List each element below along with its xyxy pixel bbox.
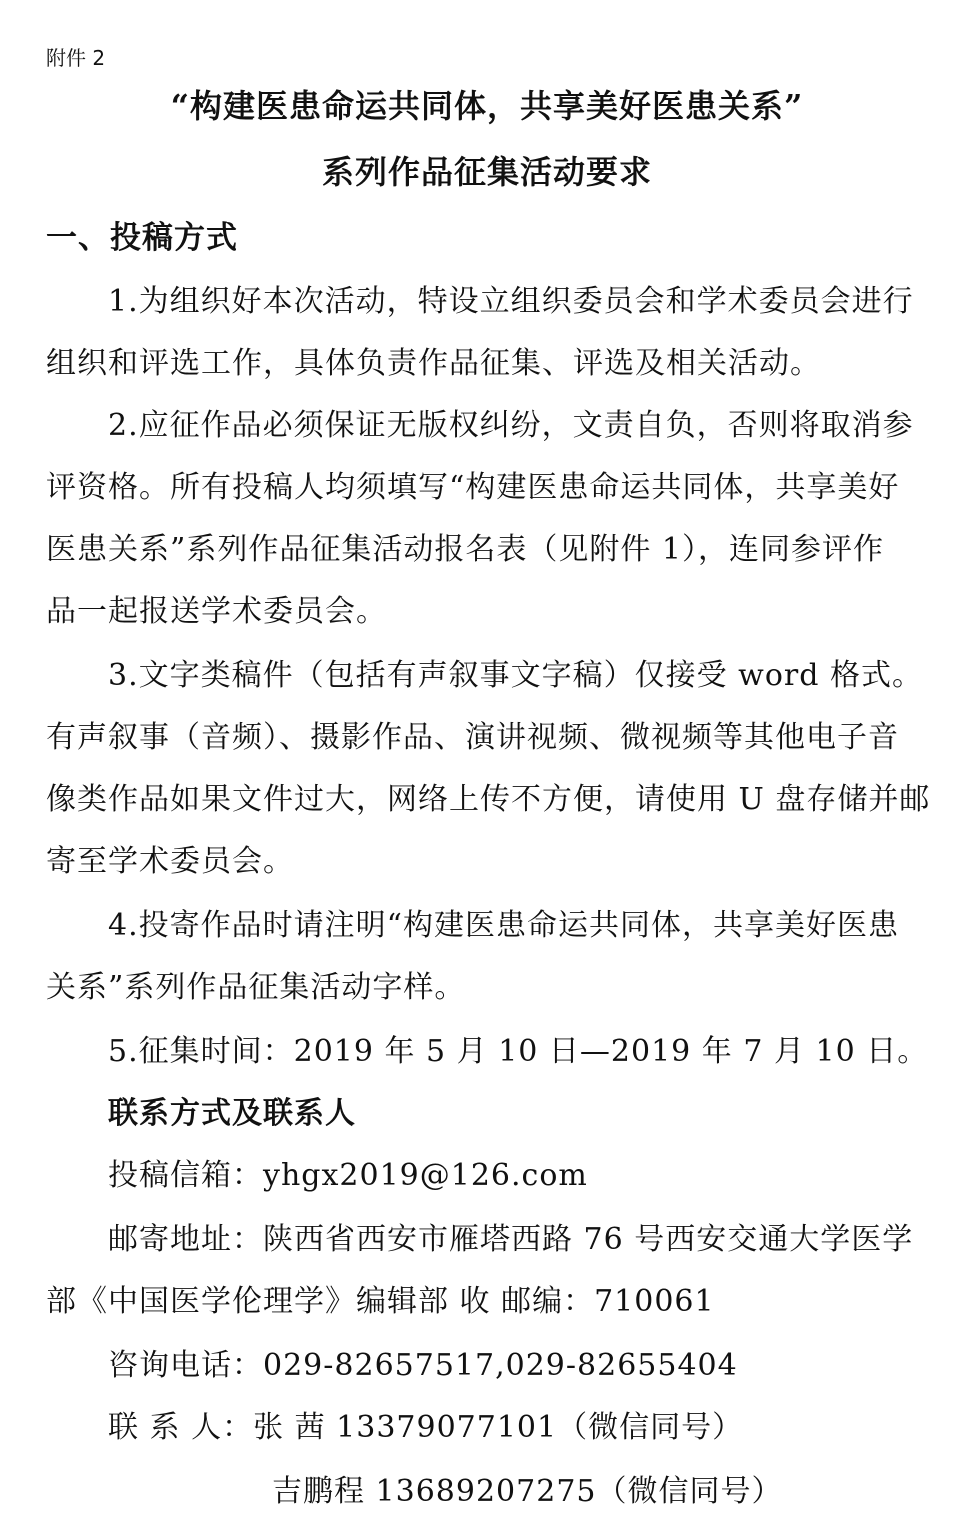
paragraph-5-collection-period: 5.征集时间：2019 年 5 月 10 日—2019 年 7 月 10 日。 [108,1034,929,1069]
contact-email-line: 投稿信箱：yhgx2019@126.com [108,1158,588,1193]
section-heading-submission-method: 一、投稿方式 [46,220,238,256]
contact-address-line-1: 邮寄地址：陕西省西安市雁塔西路 76 号西安交通大学医学 [108,1222,914,1257]
document-title-line-1: “构建医患命运共同体，共享美好医患关系” [170,87,804,125]
paragraph-2-line-2: 评资格。所有投稿人均须填写“构建医患命运共同体，共享美好 [46,470,900,505]
document-title-line-2: 系列作品征集活动要求 [321,153,652,191]
contact-person-line-1: 联 系 人：张 茜 13379077101（微信同号） [108,1410,744,1445]
paragraph-2-line-4: 品一起报送学术委员会。 [46,594,387,629]
contact-person-line-2: 吉鹏程 13689207275（微信同号） [272,1474,783,1509]
contact-address-line-2: 部《中国医学伦理学》编辑部 收 邮编：710061 [46,1284,715,1319]
paragraph-2-line-1: 2.应征作品必须保证无版权纠纷，文责自负，否则将取消参 [108,408,914,443]
paragraph-3-line-3: 像类作品如果文件过大，网络上传不方便，请使用 U 盘存储并邮 [46,782,931,817]
paragraph-3-line-1: 3.文字类稿件（包括有声叙事文字稿）仅接受 word 格式。 [108,658,923,693]
attachment-label: 附件 2 [46,46,106,70]
paragraph-3-line-4: 寄至学术委员会。 [46,844,294,879]
paragraph-1-line-1: 1.为组织好本次活动，特设立组织委员会和学术委员会进行 [108,284,914,319]
paragraph-2-line-3: 医患关系”系列作品征集活动报名表（见附件 1），连同参评作 [46,532,884,567]
paragraph-1-line-2: 组织和评选工作，具体负责作品征集、评选及相关活动。 [46,346,821,381]
contact-phone-line: 咨询电话：029-82657517,029-82655404 [108,1348,738,1383]
paragraph-4-line-1: 4.投寄作品时请注明“构建医患命运共同体，共享美好医患 [108,908,899,943]
paragraph-4-line-2: 关系”系列作品征集活动字样。 [46,970,466,1005]
paragraph-3-line-2: 有声叙事（音频）、摄影作品、演讲视频、微视频等其他电子音 [46,720,899,755]
contact-heading: 联系方式及联系人 [108,1096,356,1131]
